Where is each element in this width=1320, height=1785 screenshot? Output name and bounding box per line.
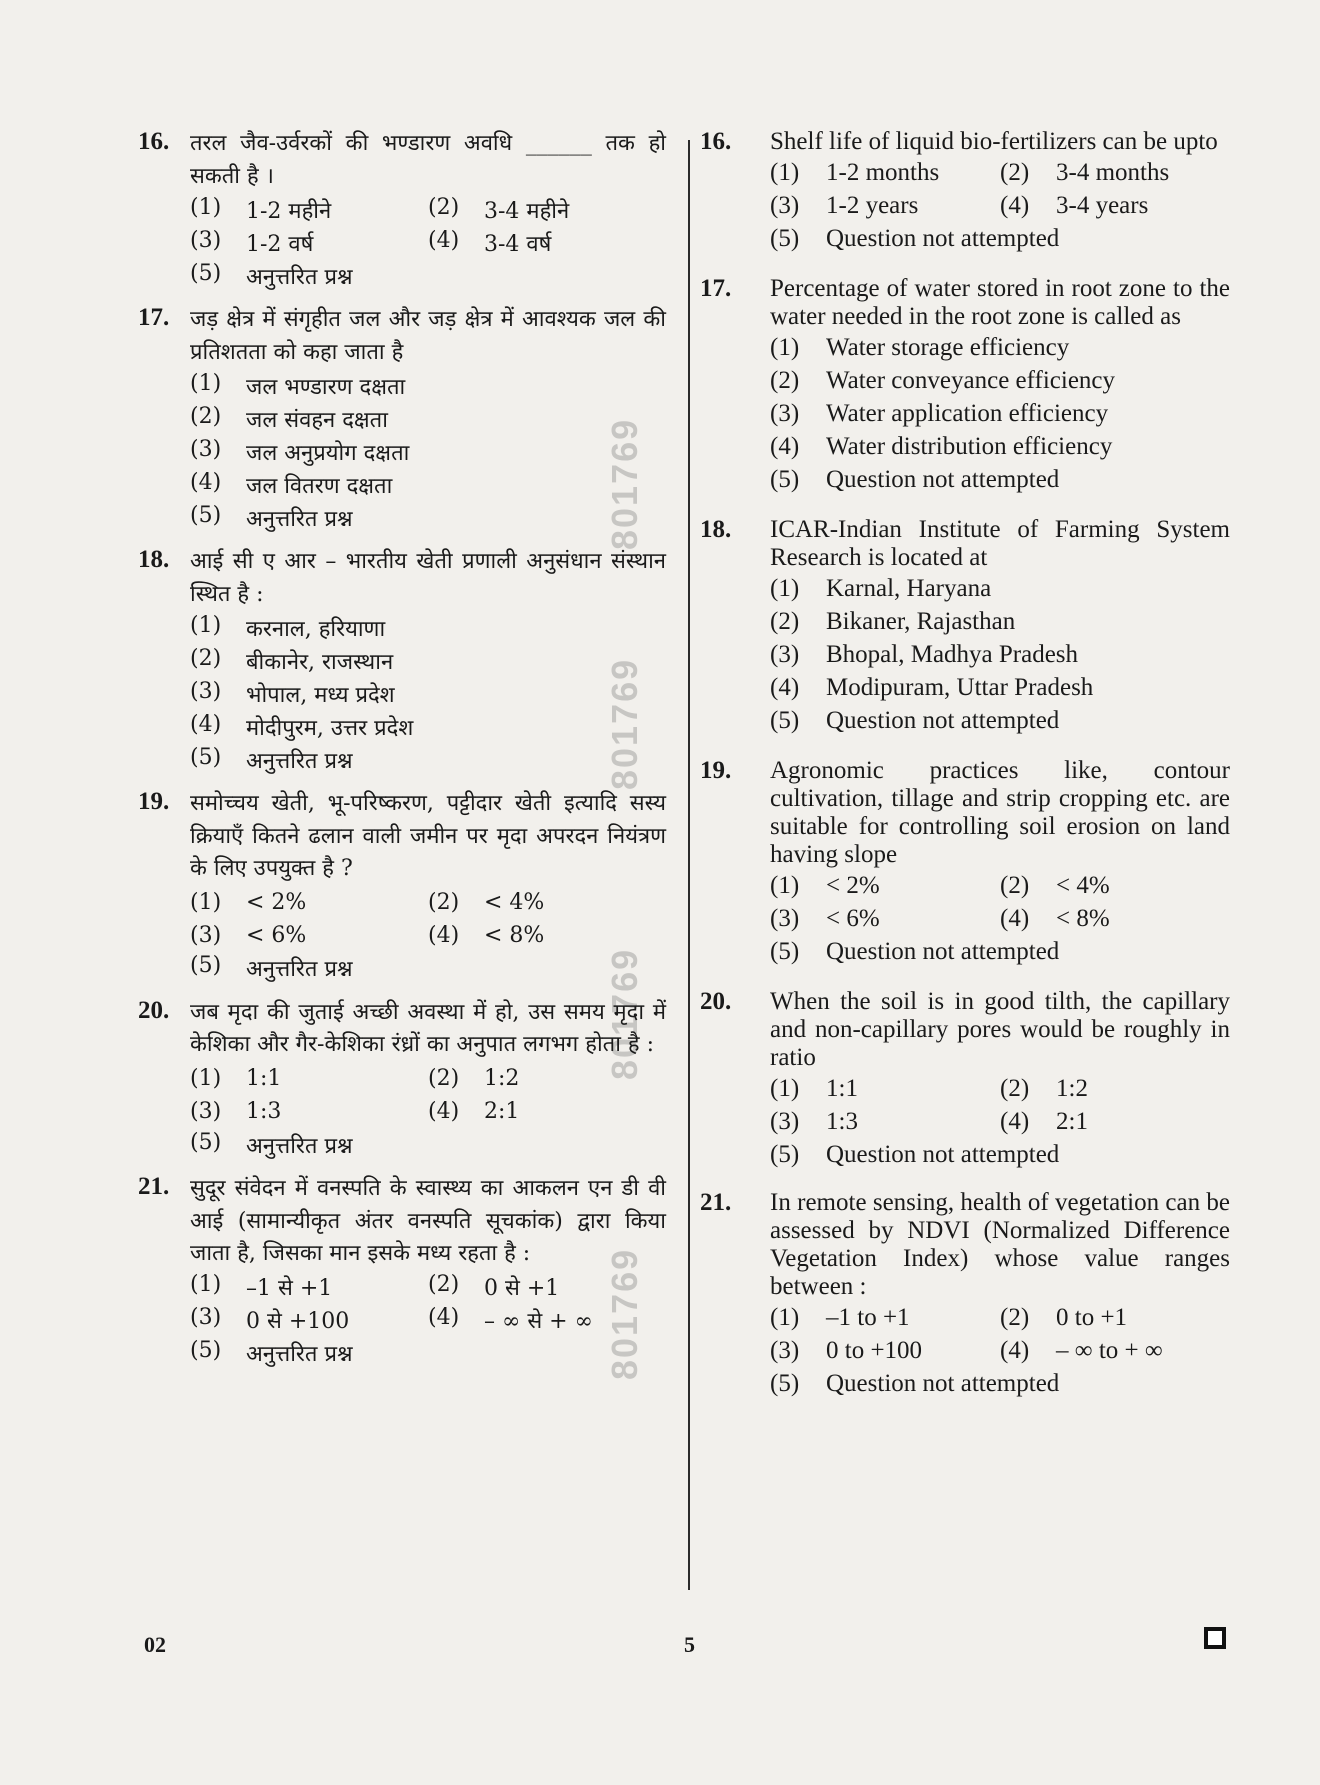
question-18 bbox=[700, 516, 1230, 737]
option-5 bbox=[190, 261, 666, 291]
option-2 bbox=[770, 608, 1230, 636]
question-number: 19. bbox=[138, 788, 170, 816]
question-number: 18. bbox=[138, 546, 170, 574]
option-text: 1:2 bbox=[1056, 1074, 1088, 1102]
question-number: 21. bbox=[138, 1173, 170, 1201]
option-5 bbox=[770, 466, 1230, 494]
option-number: (1) bbox=[770, 158, 800, 186]
option-number: (3) bbox=[190, 1099, 222, 1125]
option-3 bbox=[770, 1108, 1000, 1136]
option-1 bbox=[190, 613, 666, 643]
page-number: 5 bbox=[684, 1632, 695, 1657]
option-number: (5) bbox=[190, 744, 222, 770]
option-text: मोदीपुरम, उत्तर प्रदेश bbox=[246, 715, 414, 741]
watermark-serial: 801769 bbox=[604, 1247, 645, 1380]
option-number: (5) bbox=[190, 1129, 222, 1155]
option-text: 1-2 years bbox=[826, 191, 919, 219]
option-number: (1) bbox=[770, 574, 800, 602]
option-number: (1) bbox=[190, 370, 222, 396]
option-1 bbox=[190, 890, 428, 915]
option-5 bbox=[190, 503, 666, 533]
option-text: < 8% bbox=[1056, 904, 1110, 932]
option-number: (2) bbox=[1000, 1303, 1030, 1331]
option-4 bbox=[770, 674, 1230, 702]
option-number: (1) bbox=[770, 871, 800, 899]
option-text: 3-4 वर्ष bbox=[484, 231, 552, 257]
option-number: (2) bbox=[1000, 158, 1030, 186]
option-5 bbox=[190, 953, 666, 983]
option-number: (4) bbox=[1000, 191, 1030, 219]
option-number: (2) bbox=[770, 366, 800, 394]
option-text: अनुत्तरित प्रश्न bbox=[246, 957, 353, 983]
option-number: (3) bbox=[770, 904, 800, 932]
option-2 bbox=[190, 646, 666, 676]
option-number: (2) bbox=[190, 403, 222, 429]
option-4 bbox=[1000, 192, 1230, 220]
option-number: (4) bbox=[1000, 1336, 1030, 1364]
option-text: Water storage efficiency bbox=[826, 333, 1070, 361]
option-5 bbox=[770, 225, 1230, 253]
option-4 bbox=[770, 433, 1230, 461]
option-number: (3) bbox=[770, 1336, 800, 1364]
option-2 bbox=[770, 367, 1230, 395]
option-text: –1 to +1 bbox=[826, 1303, 910, 1331]
option-5 bbox=[190, 1338, 666, 1368]
hindi-column bbox=[138, 128, 666, 1382]
option-1 bbox=[770, 159, 1000, 187]
english-column bbox=[700, 128, 1230, 1420]
option-text: 1:3 bbox=[246, 1099, 282, 1125]
question-text: सुदूर संवेदन में वनस्पति के स्वास्थ्य का आकलन एन डी वी आई (सामान्यीकृत अंतर वनस्पति सूचकांक) द्वारा किया जाता है, जिसका मान इसके मध्य रहता है : bbox=[190, 1176, 666, 1267]
option-text: – ∞ से + ∞ bbox=[484, 1309, 593, 1335]
question-number: 16. bbox=[700, 128, 732, 155]
option-1 bbox=[190, 195, 428, 225]
question-number: 16. bbox=[138, 128, 170, 155]
option-number: (5) bbox=[190, 1338, 222, 1364]
option-text: 3-4 months bbox=[1056, 158, 1170, 186]
option-number: (5) bbox=[190, 502, 222, 528]
option-3 bbox=[190, 679, 666, 709]
option-1 bbox=[770, 334, 1230, 362]
question-20 bbox=[700, 988, 1230, 1171]
question-18 bbox=[138, 546, 666, 776]
option-5 bbox=[770, 1141, 1230, 1169]
option-text: Question not attempted bbox=[826, 224, 1060, 252]
option-text: 3-4 महीने bbox=[484, 198, 570, 224]
option-number: (3) bbox=[190, 227, 222, 253]
option-number: (4) bbox=[190, 711, 222, 737]
option-2 bbox=[1000, 159, 1230, 187]
column-divider bbox=[688, 140, 690, 1590]
square-marker-icon bbox=[1204, 1627, 1226, 1649]
option-4 bbox=[190, 470, 666, 500]
option-4 bbox=[1000, 1337, 1230, 1365]
option-2 bbox=[428, 890, 666, 915]
option-2 bbox=[428, 1272, 666, 1302]
option-4 bbox=[190, 712, 666, 742]
watermark-serial: 801769 bbox=[604, 417, 645, 550]
option-number: (5) bbox=[190, 260, 222, 286]
question-19 bbox=[700, 757, 1230, 968]
option-number: (1) bbox=[190, 1272, 222, 1298]
option-text: 0 to +100 bbox=[826, 1336, 923, 1364]
option-number: (4) bbox=[1000, 1107, 1030, 1135]
option-number: (4) bbox=[1000, 904, 1030, 932]
option-text: – ∞ to + ∞ bbox=[1056, 1336, 1163, 1364]
question-number: 21. bbox=[700, 1189, 732, 1216]
option-text: जल अनुप्रयोग दक्षता bbox=[246, 440, 410, 466]
option-text: < 4% bbox=[1056, 871, 1110, 899]
option-number: (1) bbox=[190, 1066, 222, 1092]
watermark-serial: 801769 bbox=[604, 947, 645, 1080]
option-text: 1-2 वर्ष bbox=[246, 231, 314, 257]
option-text: 3-4 years bbox=[1056, 191, 1149, 219]
option-text: Question not attempted bbox=[826, 706, 1060, 734]
option-2 bbox=[428, 1066, 666, 1091]
option-2 bbox=[1000, 1075, 1230, 1103]
option-1 bbox=[190, 1066, 428, 1091]
option-3 bbox=[770, 1337, 1000, 1365]
option-text: Karnal, Haryana bbox=[826, 574, 992, 602]
option-4 bbox=[428, 1305, 666, 1335]
option-4 bbox=[1000, 1108, 1230, 1136]
question-number: 19. bbox=[700, 757, 732, 784]
option-text: Water distribution efficiency bbox=[826, 432, 1113, 460]
option-number: (5) bbox=[770, 937, 800, 965]
option-3 bbox=[190, 1305, 428, 1335]
option-1 bbox=[770, 575, 1230, 603]
option-1 bbox=[770, 872, 1000, 900]
option-text: Water application efficiency bbox=[826, 399, 1109, 427]
option-text: 1:1 bbox=[246, 1066, 282, 1092]
option-number: (2) bbox=[770, 607, 800, 635]
option-text: जल वितरण दक्षता bbox=[246, 473, 393, 499]
option-text: Question not attempted bbox=[826, 1369, 1060, 1397]
option-number: (4) bbox=[428, 1099, 460, 1125]
option-text: 2:1 bbox=[1056, 1107, 1088, 1135]
option-text: Question not attempted bbox=[826, 465, 1060, 493]
option-number: (2) bbox=[428, 1066, 460, 1092]
question-text: जब मृदा की जुताई अच्छी अवस्था में हो, उस समय मृदा में केशिका और गैर-केशिका रंध्रों का अनुपात लगभग होता है : bbox=[190, 999, 666, 1058]
question-20 bbox=[138, 997, 666, 1161]
option-number: (5) bbox=[770, 1369, 800, 1397]
question-number: 17. bbox=[700, 275, 732, 302]
option-number: (1) bbox=[190, 612, 222, 638]
option-text: जल संवहन दक्षता bbox=[246, 407, 388, 433]
option-number: (5) bbox=[770, 465, 800, 493]
option-text: 1:2 bbox=[484, 1066, 520, 1092]
option-number: (4) bbox=[770, 432, 800, 460]
option-text: अनुत्तरित प्रश्न bbox=[246, 1133, 353, 1159]
option-2 bbox=[1000, 1304, 1230, 1332]
option-number: (3) bbox=[770, 1107, 800, 1135]
option-3 bbox=[770, 641, 1230, 669]
option-text: 0 से +1 bbox=[484, 1276, 560, 1302]
option-number: (2) bbox=[428, 194, 460, 220]
option-text: अनुत्तरित प्रश्न bbox=[246, 506, 353, 532]
question-text: जड़ क्षेत्र में संगृहीत जल और जड़ क्षेत्र में आवश्यक जल की प्रतिशतता को कहा जाता है bbox=[190, 307, 666, 365]
option-text: < 8% bbox=[484, 922, 545, 948]
question-21 bbox=[700, 1189, 1230, 1400]
option-text: Modipuram, Uttar Pradesh bbox=[826, 673, 1094, 701]
option-5 bbox=[190, 1130, 666, 1160]
option-2 bbox=[428, 195, 666, 225]
option-text: < 6% bbox=[246, 922, 307, 948]
option-3 bbox=[770, 400, 1230, 428]
option-number: (5) bbox=[190, 953, 222, 979]
option-number: (4) bbox=[190, 469, 222, 495]
option-text: भोपाल, मध्य प्रदेश bbox=[246, 682, 395, 708]
option-number: (4) bbox=[428, 922, 460, 948]
question-text: Shelf life of liquid bio-fertilizers can be upto bbox=[770, 128, 1218, 155]
option-number: (2) bbox=[190, 645, 222, 671]
option-text: 0 से +100 bbox=[246, 1309, 350, 1335]
option-number: (4) bbox=[770, 673, 800, 701]
option-text: Bikaner, Rajasthan bbox=[826, 607, 1016, 635]
option-text: < 2% bbox=[246, 889, 307, 915]
option-text: 2:1 bbox=[484, 1099, 520, 1125]
question-text: Percentage of water stored in root zone to the water needed in the root zone is called as bbox=[770, 275, 1230, 330]
option-number: (2) bbox=[1000, 871, 1030, 899]
option-4 bbox=[1000, 905, 1230, 933]
option-number: (3) bbox=[770, 399, 800, 427]
option-4 bbox=[428, 1099, 666, 1124]
option-text: < 4% bbox=[484, 889, 545, 915]
option-text: अनुत्तरित प्रश्न bbox=[246, 1342, 353, 1368]
question-16 bbox=[700, 128, 1230, 255]
option-number: (3) bbox=[190, 678, 222, 704]
option-number: (2) bbox=[1000, 1074, 1030, 1102]
question-text: तरल जैव-उर्वरकों की भण्डारण अवधि ______ तक हो सकती है । bbox=[190, 131, 666, 189]
option-number: (3) bbox=[770, 640, 800, 668]
question-text: आई सी ए आर – भारतीय खेती प्रणाली अनुसंधान संस्थान स्थित है : bbox=[190, 549, 666, 607]
option-3 bbox=[190, 437, 666, 467]
question-16 bbox=[138, 128, 666, 292]
option-text: Question not attempted bbox=[826, 1140, 1060, 1168]
question-text: ICAR-Indian Institute of Farming System Research is located at bbox=[770, 516, 1230, 571]
option-number: (1) bbox=[770, 1303, 800, 1331]
option-4 bbox=[428, 228, 666, 258]
question-number: 17. bbox=[138, 304, 170, 332]
option-number: (3) bbox=[770, 191, 800, 219]
option-number: (2) bbox=[428, 889, 460, 915]
option-3 bbox=[190, 228, 428, 258]
question-text: In remote sensing, health of vegetation can be assessed by NDVI (Normalized Difference Vegetation Index) whose value ranges between : bbox=[770, 1189, 1230, 1300]
option-number: (4) bbox=[428, 227, 460, 253]
option-3 bbox=[190, 923, 428, 948]
option-number: (5) bbox=[770, 1140, 800, 1168]
option-number: (1) bbox=[770, 1074, 800, 1102]
option-1 bbox=[190, 1272, 428, 1302]
option-3 bbox=[190, 1099, 428, 1124]
option-text: अनुत्तरित प्रश्न bbox=[246, 264, 353, 290]
option-text: 1:3 bbox=[826, 1107, 858, 1135]
option-text: बीकानेर, राजस्थान bbox=[246, 649, 394, 675]
option-text: Water conveyance efficiency bbox=[826, 366, 1116, 394]
question-number: 20. bbox=[700, 988, 732, 1015]
question-text: When the soil is in good tilth, the capillary and non-capillary pores would be roughly in ratio bbox=[770, 988, 1230, 1071]
option-number: (1) bbox=[190, 194, 222, 220]
option-5 bbox=[770, 938, 1230, 966]
option-5 bbox=[190, 745, 666, 775]
option-text: 0 to +1 bbox=[1056, 1303, 1128, 1331]
option-number: (5) bbox=[770, 224, 800, 252]
option-number: (2) bbox=[428, 1272, 460, 1298]
option-text: –1 से +1 bbox=[246, 1276, 333, 1302]
option-number: (3) bbox=[190, 436, 222, 462]
option-text: 1-2 महीने bbox=[246, 198, 332, 224]
question-number: 18. bbox=[700, 516, 732, 543]
option-3 bbox=[770, 192, 1000, 220]
option-text: 1-2 months bbox=[826, 158, 940, 186]
option-5 bbox=[770, 707, 1230, 735]
option-text: जल भण्डारण दक्षता bbox=[246, 374, 406, 400]
option-5 bbox=[770, 1370, 1230, 1398]
option-number: (1) bbox=[770, 333, 800, 361]
option-number: (5) bbox=[770, 706, 800, 734]
option-1 bbox=[190, 371, 666, 401]
question-17 bbox=[700, 275, 1230, 496]
option-number: (4) bbox=[428, 1305, 460, 1331]
question-text: Agronomic practices like, contour cultivation, tillage and strip cropping etc. are suitable for controlling soil erosion on land having slope bbox=[770, 757, 1230, 868]
option-number: (3) bbox=[190, 922, 222, 948]
option-2 bbox=[1000, 872, 1230, 900]
option-1 bbox=[770, 1304, 1000, 1332]
option-text: अनुत्तरित प्रश्न bbox=[246, 748, 353, 774]
question-21 bbox=[138, 1173, 666, 1370]
option-text: करनाल, हरियाणा bbox=[246, 616, 386, 642]
option-text: Bhopal, Madhya Pradesh bbox=[826, 640, 1079, 668]
option-4 bbox=[428, 923, 666, 948]
option-text: 1:1 bbox=[826, 1074, 858, 1102]
question-19 bbox=[138, 788, 666, 985]
page-code: 02 bbox=[144, 1632, 166, 1657]
option-1 bbox=[770, 1075, 1000, 1103]
question-number: 20. bbox=[138, 996, 170, 1024]
option-3 bbox=[770, 905, 1000, 933]
question-17 bbox=[138, 304, 666, 534]
option-number: (1) bbox=[190, 889, 222, 915]
option-text: Question not attempted bbox=[826, 937, 1060, 965]
watermark-serial: 801769 bbox=[604, 657, 645, 790]
question-text: समोच्चय खेती, भू-परिष्करण, पट्टीदार खेती इत्यादि सस्य क्रियाएँ कितने ढलान वाली जमीन पर मृदा अपरदन नियंत्रण के लिए उपयुक्त है ? bbox=[190, 791, 666, 882]
option-text: < 2% bbox=[826, 871, 880, 899]
option-text: < 6% bbox=[826, 904, 880, 932]
option-2 bbox=[190, 404, 666, 434]
option-number: (3) bbox=[190, 1305, 222, 1331]
